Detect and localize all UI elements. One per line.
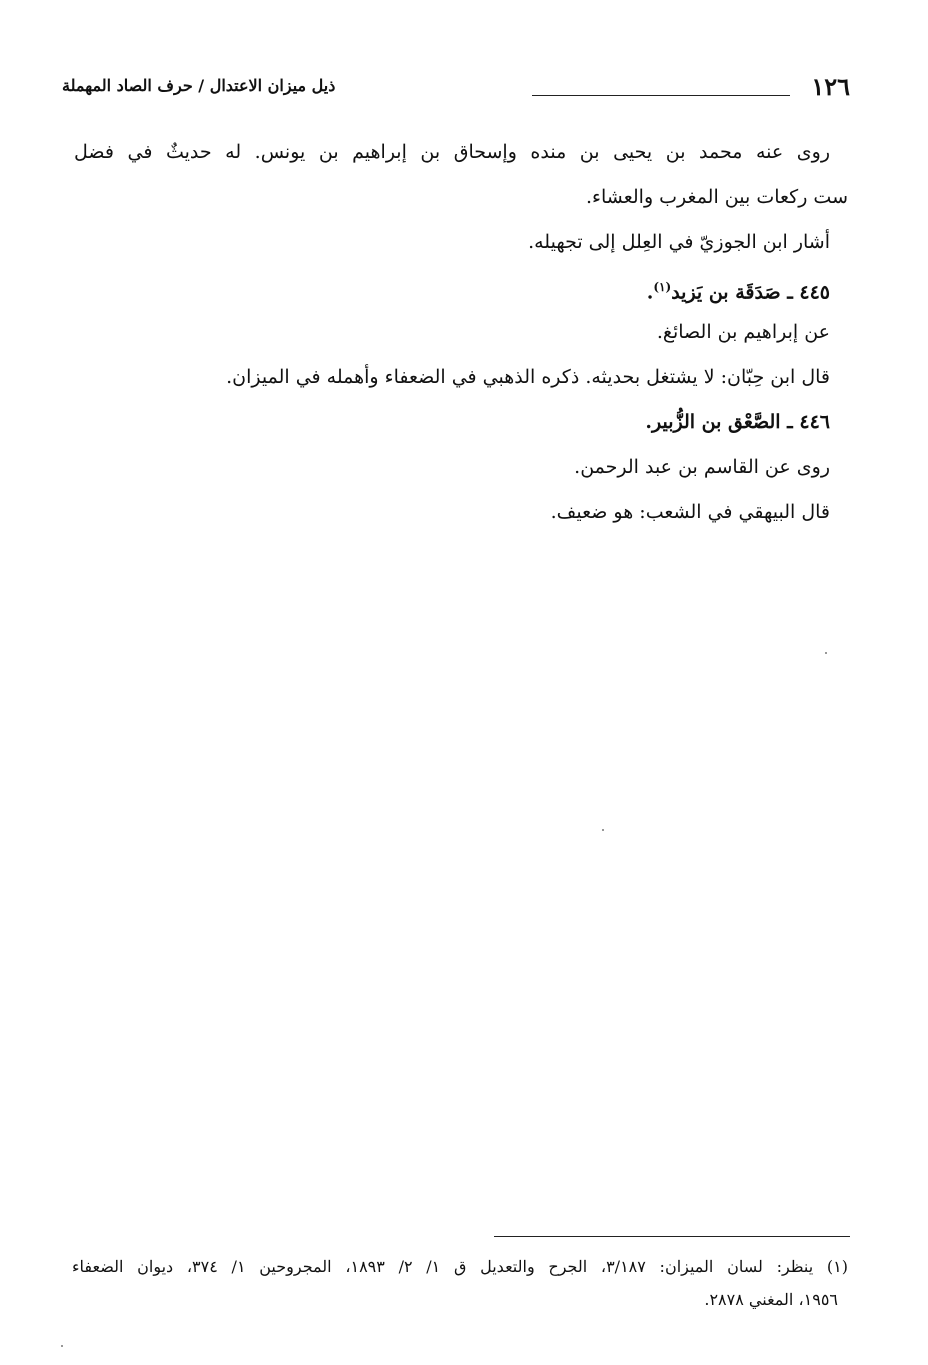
entry-title: ٤٤٥ ـ صَدَقَة بن يَزيد (671, 281, 830, 304)
scan-speck (61, 1345, 63, 1347)
footnotes (72, 1250, 848, 1316)
text-line: عن إبراهيم بن الصائغ. (656, 321, 830, 343)
text-line: أشار ابن الجوزيّ في العِلل إلى تجهيله. (528, 231, 830, 253)
entry-title-punct: . (646, 281, 654, 304)
scan-speck (602, 829, 604, 831)
text-line: قال ابن حِبّان: لا يشتغل بحديثه. ذكره الذهبي في الضعفاء وأهمله في الميزان. (226, 366, 830, 388)
footnote-rule (494, 1236, 850, 1237)
footnote-reference: (١) (653, 280, 672, 294)
scan-speck (825, 652, 827, 654)
page-header (62, 72, 850, 106)
entry-heading-445 (74, 265, 848, 310)
text-line: قال البيهقي في الشعب: هو ضعيف. (550, 501, 830, 523)
text-line: ست ركعات بين المغرب والعشاء. (586, 186, 848, 208)
footnote-line: (١) ينظر: لسان الميزان: ٣/١٨٧، الجرح والتعديل ق ١/ ٢/ ١٨٩٣، المجروحين ١/ ٣٧٤، ديوان الضعفاء (72, 1257, 849, 1276)
entry-heading-446 (74, 400, 848, 445)
footnote-line: ١٩٥٦، المغني ٢٨٧٨. (704, 1290, 838, 1309)
header-rule (532, 95, 790, 96)
text-line: روى عن القاسم بن عبد الرحمن. (574, 456, 830, 478)
main-text (74, 130, 848, 535)
text-line: روى عنه محمد بن يحيى بن منده وإسحاق بن إبراهيم بن يونس. له حديثٌ في فضل (74, 141, 830, 163)
running-title: ذيل ميزان الاعتدال / حرف الصاد المهملة (62, 76, 336, 95)
page-number: ١٢٦ (811, 72, 850, 101)
entry-title: ٤٤٦ ـ الصَّعْق بن الزُّبير. (645, 411, 830, 433)
